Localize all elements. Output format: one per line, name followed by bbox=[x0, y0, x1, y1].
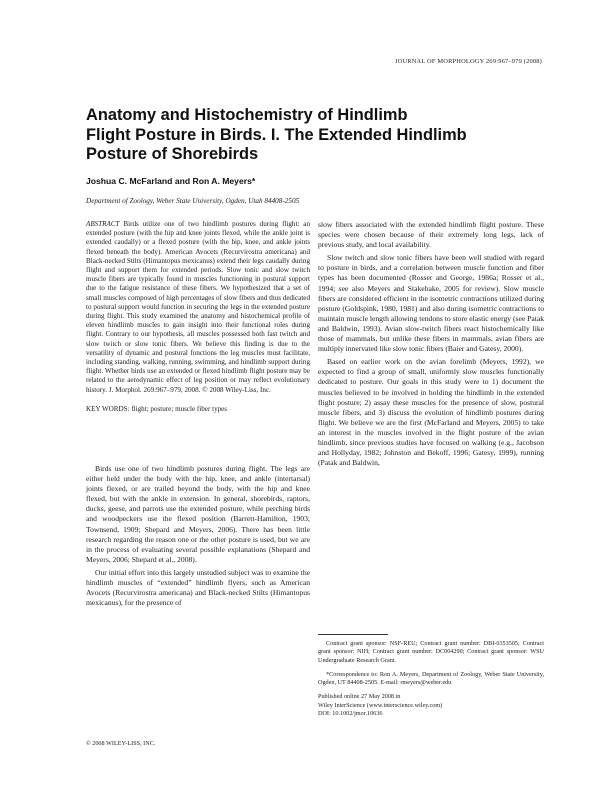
body-paragraph: Our initial effort into this largely unstudied subject was to examine the hindlimb muscles of “extended” hindlimb flyers, such as American Avocets (Recurvirostra americana) and Black-necked Stilts (Himantopus mexicanus), for the presence of bbox=[86, 567, 310, 608]
title-line: Anatomy and Histochemistry of Hindlimb bbox=[86, 106, 408, 124]
title-line: Posture of Shorebirds bbox=[86, 145, 259, 163]
right-column bbox=[318, 220, 544, 468]
affiliation: Department of Zoology, Weber State University, Ogden, Utah 84408-2505 bbox=[86, 197, 300, 205]
journal-header: JOURNAL OF MORPHOLOGY 269:967–979 (2008) bbox=[394, 58, 542, 65]
body-paragraph: Based on earlier work on the avian forelimb (Meyers, 1992), we expected to find a group of small, uniformly slow muscles functionally dedicated to posture. Our goals in this study were to 1) document the muscles believed to be involved in holding the hindlimb in the extended flight posture; 2) assay these muscles for the presence of slow, postural muscle fibers, and 3) discuss the evolution of hindlimb postures during flight. We believe we are the first (McFarland and Meyers, 2005) to take an interest in the muscles involved in the flight posture of the avian hindlimb, since previous studies have focused on walking (e.g., Jacobson and Hollyday, 1982; Johnston and Bekoff, 1996; Gatesy, 1999), running (Patak and Baldwin, bbox=[318, 357, 544, 468]
body-paragraph: slow fibers associated with the extended hindlimb flight posture. These species were chosen because of their extremely long legs, lack of previous study, and local availability. bbox=[318, 220, 544, 250]
page-copyright: © 2008 WILEY-LISS, INC. bbox=[86, 740, 156, 747]
right-body bbox=[318, 220, 544, 468]
left-body bbox=[86, 464, 310, 608]
footnote-rule bbox=[318, 634, 388, 635]
keywords: KEY WORDS: flight; posture; muscle fiber types bbox=[86, 404, 228, 413]
abstract bbox=[86, 220, 310, 395]
left-column bbox=[86, 220, 310, 608]
publication-info bbox=[318, 693, 544, 718]
abstract-copyright: © 2008 Wiley-Liss, Inc. bbox=[202, 385, 271, 394]
title-line: Flight Posture in Birds. I. The Extended Hindlimb bbox=[86, 125, 467, 144]
doi: DOI: 10.1002/jmor.10636 bbox=[318, 710, 383, 718]
correspondence-footnote: *Correspondence to: Ron A. Meyers, Department of Zoology, Weber State University, Ogden, UT 84408-2505. E-mail: rmeyers@weber.edu bbox=[318, 670, 544, 687]
body-paragraph: Birds use one of two hindlimb postures during flight. The legs are either held under the body with the hip, knee, and ankle (intertarsal) joints flexed, or are trailed beyond the body, with the hip and knee flexed, but with the ankle in extension. In general, shorebirds, raptors, ducks, geese, and parrots use the extended posture, while perching birds and woodpeckers use the flexed position (Barrett-Hamilton, 1903; Townsend, 1909; Shepard and Meyers, 2006). There has been little research regarding the reason one or the other posture is used, but we are in the process of evaluating several possible explanations (Shepard and Meyers, 2006; Shepard et al., 2008). bbox=[86, 463, 310, 564]
article-title bbox=[86, 106, 526, 165]
authors: Joshua C. McFarland and Ron A. Meyers* bbox=[86, 176, 256, 186]
wiley-interscience: Wiley InterScience (www.interscience.wiley.com) bbox=[318, 701, 443, 709]
footnotes bbox=[318, 634, 544, 724]
published-date: Published online 27 May 2008 in bbox=[318, 693, 401, 701]
body-paragraph: Slow twitch and slow tonic fibers have been well studied with regard to posture in birds, and a correlation between muscle function and fiber types has been documented (Rosser and George, 1986a; Rosser et al., 1994; see also Meyers and Stakebake, 2005 for review). Slow muscle fibers are considered efficient in the isometric contractions utilized during posture (Goldspink, 1980, 1981) and also during isometric contractions to maintain muscle length allowing tendons to store elastic energy (see Patak and Baldwin, 1993). Avian slow-twitch fibers react histochemically like those of mammals, but unlike these fibers in mammals, avian fibers are multiply innervated like slow tonic fibers (Baier and Gatesy, 2000). bbox=[318, 253, 544, 354]
abstract-text: Birds utilize one of two hindlimb postures during flight: an extended posture (with the hip and knee joints flexed, while the ankle joint is extended caudally) or a flexed posture (with the hip, knee, and ankle joints flexed beneath the body). American Avocets (Recurvirostra americana) and Black-necked Stilts (Himantopus mexicanus) extend their legs caudally during flight and support them for extended periods. Slow tonic and slow twitch muscle fibers are typically found in muscles functioning in postural support due to the fatigue resistance of these fibers. We hypothesized that a set of small muscles composed of high percentages of slow fibers and thus dedicated to postural support would function in securing the legs in the extended posture during flight. This study examined the anatomy and histochemical profile of eleven hindlimb muscles to gain insight into their functional roles during flight. Contrary to our hypothesis, all muscles possessed both fast twitch and slow twitch or slow tonic fibers. We believe this finding is due to the versatility of dynamic and postural functions the leg muscles must facilitate, including standing, walking, running, swimming, and hindlimb support during flight. Whether birds use an extended or flexed hindlimb flight posture may be related to the aerodynamic effect of leg position or may reflect evolutionary history. J. Morphol. 269:967–979, 2008. bbox=[86, 220, 310, 394]
abstract-label: ABSTRACT bbox=[86, 220, 120, 228]
grant-footnote: Contract grant sponsor: NSF-REU; Contract grant number: DBI-0353505; Contract grant sponsor: NIH; Contract grant number: DC004290; Contract grant sponsor: WSU Undergraduate Research Grant. bbox=[318, 640, 544, 664]
